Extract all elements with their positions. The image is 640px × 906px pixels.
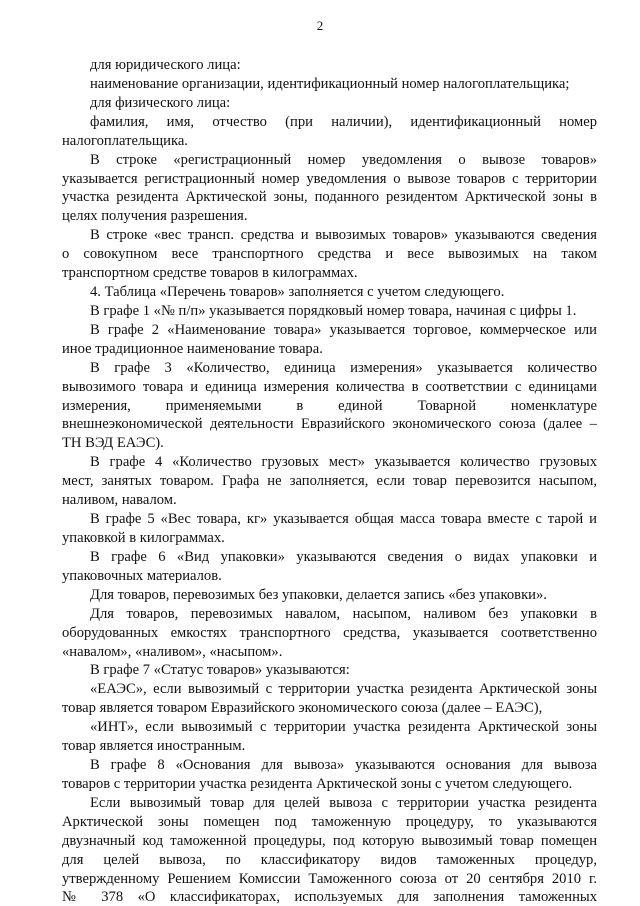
page-number: 2 [316,18,324,33]
text-line: В графе 2 «Наименование товара» указывается торговое, коммерческое или [90,321,597,338]
text-line: Для товаров, перевозимых навалом, насыпом, наливом без упаковки в [90,605,597,622]
text-line: внешнеэкономической деятельности Евразийского экономического союза (далее – [62,416,597,433]
text-line: «ИНТ», если вывозимый с территории участка резидента Арктической зоны [90,719,597,736]
text-line: вывозимого товара и единица измерения количества в соответствии с единицами [62,378,597,395]
text-line: для целей вывоза, по классификатору видов таможенных процедур, [62,851,597,868]
text-line: В графе 6 «Вид упаковки» указываются сведения о видах упаковки и [90,548,597,565]
text-line: участка резидента Арктической зоны, поданного резидентом Арктической зоны в [62,189,597,206]
text-line: В графе 4 «Количество грузовых мест» указывается количество грузовых [90,454,597,471]
text-line: «навалом», «наливом», «насыпом». [62,643,283,660]
text-line: указывается регистрационный номер уведомления о вывозе товаров с территории [62,170,597,187]
text-line: В строке «регистрационный номер уведомления о вывозе товаров» [90,151,597,168]
text-line: налогоплательщика. [62,132,188,149]
text-line: транспортном средстве товаров в килограммах. [62,265,358,282]
text-line: для юридического лица: [90,57,241,73]
text-line: товаров с территории участка резидента Арктической зоны с учетом следующего. [62,775,573,792]
text-line: для физического лица: [90,94,231,111]
text-line: двузначный код таможенной процедуры, под которую вывозимый товар помещен [62,832,597,849]
text-line: В графе 1 «№ п/п» указывается порядковый номер товара, начиная с цифры 1. [90,302,577,319]
text-line: оборудованных емкостях транспортного средства, указывается соответственно [62,624,597,641]
text-line: измерения, применяемыми в единой Товарной номенклатуре [62,397,597,414]
text-line: В графе 3 «Количество, единица измерения» указывается количество [90,359,597,376]
text-line: о совокупном весе транспортного средства и весе вывозимых на таком [62,246,597,263]
text-line: «ЕАЭС», если вывозимый с территории участка резидента Арктической зоны [90,681,597,698]
text-line: товар является иностранным. [62,738,246,755]
text-line: товар является товаром Евразийского экономического союза (далее – ЕАЭС), [62,700,543,717]
text-line: целях получения разрешения. [62,208,248,225]
text-line: упаковкой в килограммах. [62,530,225,546]
text-line: Для товаров, перевозимых без упаковки, делается запись «без упаковки». [90,586,547,603]
text-line: мест, занятых товаром. Графа не заполняется, если товар перевозится насыпом, [62,473,597,490]
text-line: № 378 «О классификаторах, используемых для заполнения таможенных [62,889,597,906]
text-line: фамилия, имя, отчество (при наличии), идентификационный номер [90,113,597,130]
text-line: Арктической зоны помещен под таможенную процедуру, то указываются [62,813,597,830]
text-line: упаковочных материалов. [62,567,222,584]
text-line: В строке «вес трансп. средства и вывозимых товаров» указываются сведения [90,227,597,244]
text-line: В графе 7 «Статус товаров» указываются: [90,662,350,679]
text-line: иное традиционное наименование товара. [62,340,323,357]
text-line: утвержденному Решением Комиссии Таможенного союза от 20 сентября 2010 г. [62,870,597,887]
text-line: Если вывозимый товар для целей вывоза с территории участка резидента [90,794,597,811]
text-line: ТН ВЭД ЕАЭС). [62,435,164,452]
text-line: В графе 5 «Вес товара, кг» указывается общая масса товара вместе с тарой и [90,511,597,528]
text-line: наливом, навалом. [62,492,177,509]
text-line: наименование организации, идентификационный номер налогоплательщика; [90,75,570,92]
text-line: В графе 8 «Основания для вывоза» указываются основания для вывоза [90,757,597,774]
text-line: 4. Таблица «Перечень товаров» заполняется с учетом следующего. [90,284,505,301]
